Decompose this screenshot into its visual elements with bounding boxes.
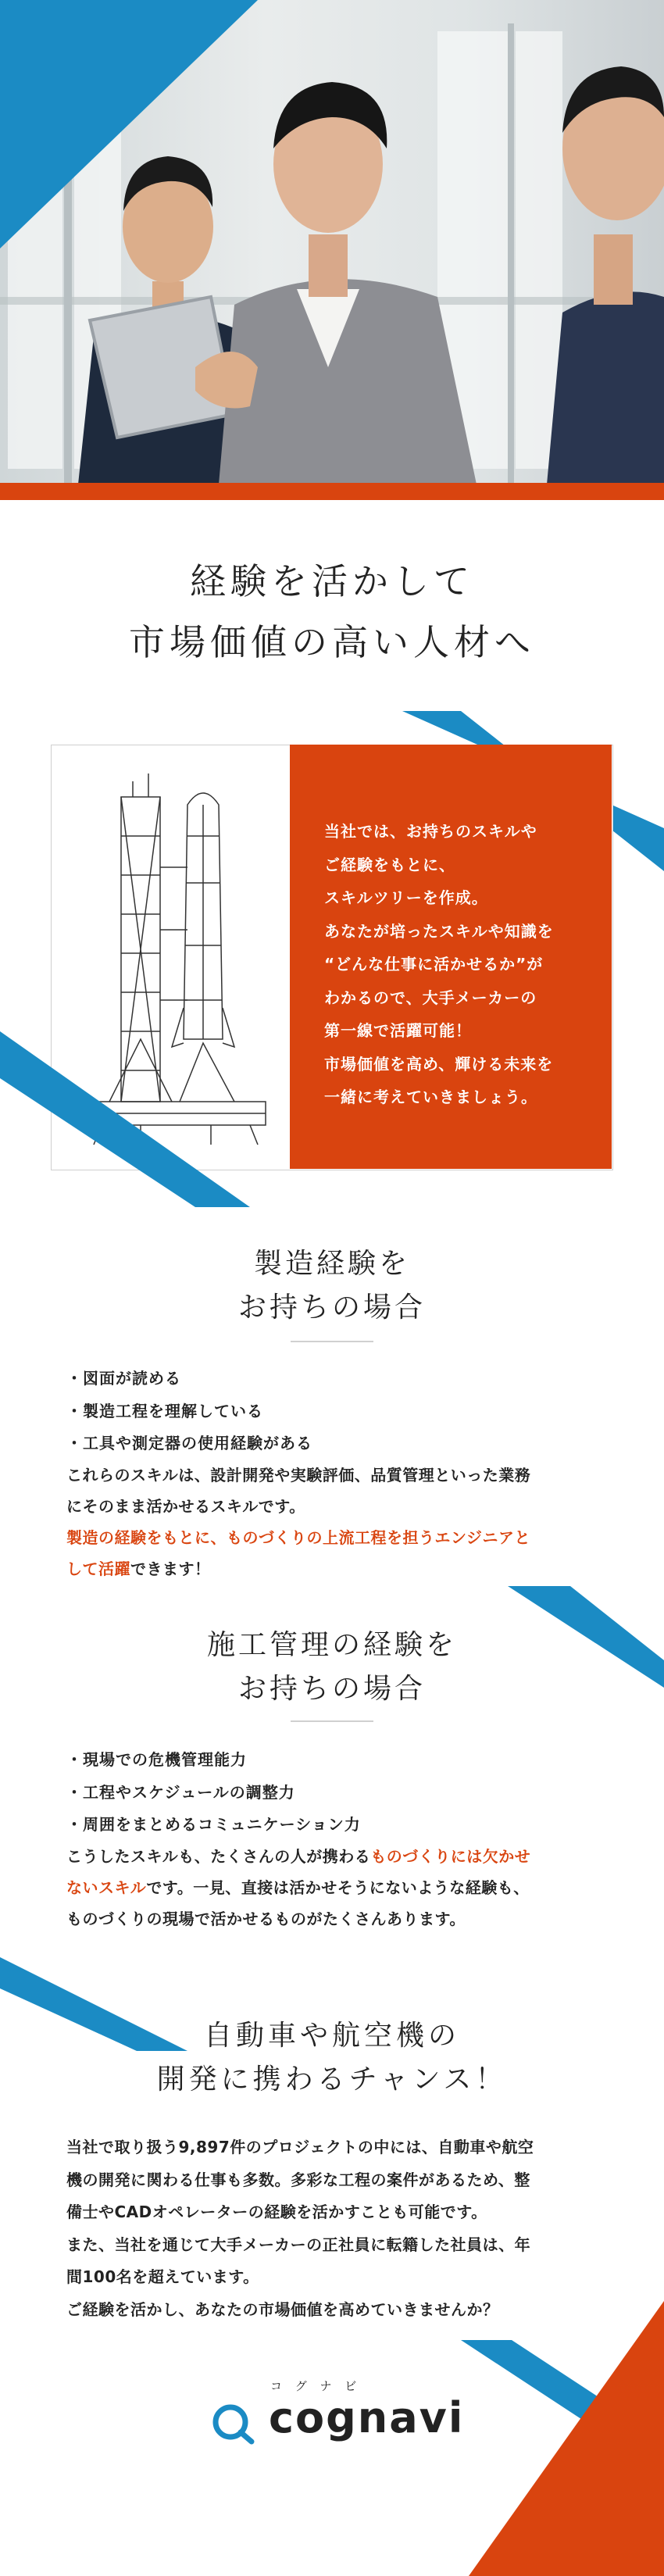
decor-band-intro-left (0, 1031, 312, 1219)
description-line: ご経験を活かし、あなたの市場価値を高めていきませんか？ (66, 2299, 499, 2319)
highlight-text: して活躍 (66, 1560, 130, 1578)
construction-title-line-2: お持ちの場合 (237, 1673, 426, 1705)
description-line: また、当社を通じて大手メーカーの正社員に転籍した社員は、年 (66, 2235, 531, 2254)
intro-line: 市場価値を高め、輝ける未来を (324, 1054, 554, 1074)
highlight-text: ものづくりには欠かせ (370, 1847, 531, 1866)
construction-title-line-1: 施工管理の経験を (206, 1629, 457, 1661)
chance-description (66, 2131, 613, 2326)
bullet-item: ・工程やスケジュールの調整力 (66, 1782, 295, 1802)
person-right (547, 66, 664, 484)
section-divider (291, 1341, 373, 1342)
intro-line: わかるので、大手メーカーの (324, 988, 537, 1007)
decor-bottom-right (437, 2301, 664, 2576)
manufacturing-title-line-1: 製造経験を (253, 1248, 410, 1280)
logo-wordmark: cognavi (269, 2393, 465, 2442)
section-divider (291, 1720, 373, 1722)
manufacturing-description (66, 1459, 613, 1585)
intro-line: ご経験をもとに、 (324, 855, 455, 874)
description-tail: できます！ (130, 1560, 211, 1578)
chance-title-line-1: 自動車や航空機の (203, 2020, 460, 2052)
intro-line: 一緒に考えていきましょう。 (324, 1088, 537, 1106)
construction-title (0, 1624, 664, 1711)
headline-line-1: 経験を活かして (190, 560, 474, 602)
headline-line-2: 市場価値の高い人材へ (129, 621, 535, 663)
intro-line: “どんな仕事に活かせるか”が (324, 955, 544, 974)
intro-line: 第一線で活躍可能！ (324, 1021, 472, 1040)
intro-line: 当社では、お持ちのスキルや (324, 822, 537, 841)
bullet-item: ・図面が読める (66, 1369, 181, 1388)
description-line: にそのまま活かせるスキルです。 (66, 1497, 305, 1516)
description-line: 備士やCADオペレーターの経験を活かすことも可能です。 (66, 2203, 487, 2221)
description-line: です。一見、直接は活かせそうにないような経験も、 (146, 1878, 530, 1897)
intro-line: スキルツリーを作成。 (324, 888, 488, 907)
highlight-text: 製造の経験をもとに、ものづくりの上流工程を担うエンジニアと (66, 1528, 530, 1547)
chance-title (0, 2014, 664, 2102)
description-line: こうしたスキルも、たくさんの人が携わる (66, 1847, 371, 1866)
hero-photo (0, 0, 664, 500)
person-center (195, 82, 477, 484)
intro-text (324, 815, 602, 1114)
construction-description (66, 1841, 613, 1935)
main-headline (0, 551, 664, 673)
cognavi-logo (209, 2371, 465, 2457)
bullet-item: ・工具や測定器の使用経験がある (66, 1434, 312, 1452)
chance-title-line-2: 開発に携わるチャンス！ (156, 2063, 508, 2095)
manufacturing-title-line-2: お持ちの場合 (237, 1292, 426, 1324)
manufacturing-bullets (66, 1363, 312, 1460)
intro-line: あなたが培ったスキルや知識を (324, 921, 554, 941)
bullet-item: ・現場での危機管理能力 (66, 1750, 247, 1769)
cognavi-logo-icon (209, 2401, 256, 2448)
logo-ruby: コ グ ナ ビ (270, 2379, 362, 2393)
description-line: これらのスキルは、設計開発や実験評価、品質管理といった業務 (66, 1466, 531, 1485)
highlight-text: ないスキル (66, 1878, 147, 1897)
bullet-item: ・製造工程を理解している (66, 1401, 263, 1420)
description-line: 当社で取り扱う9,897件のプロジェクトの中には、自動車や航空 (66, 2138, 534, 2156)
description-line: ものづくりの現場で活かせるものがたくさんあります。 (66, 1910, 466, 1928)
manufacturing-title (0, 1242, 664, 1330)
construction-bullets (66, 1744, 361, 1842)
bullet-item: ・周囲をまとめるコミュニケーション力 (66, 1815, 361, 1834)
description-line: 機の開発に関わる仕事も多数。多彩な工程の案件があるため、整 (66, 2170, 530, 2189)
description-line: 間100名を超えています。 (66, 2267, 259, 2286)
